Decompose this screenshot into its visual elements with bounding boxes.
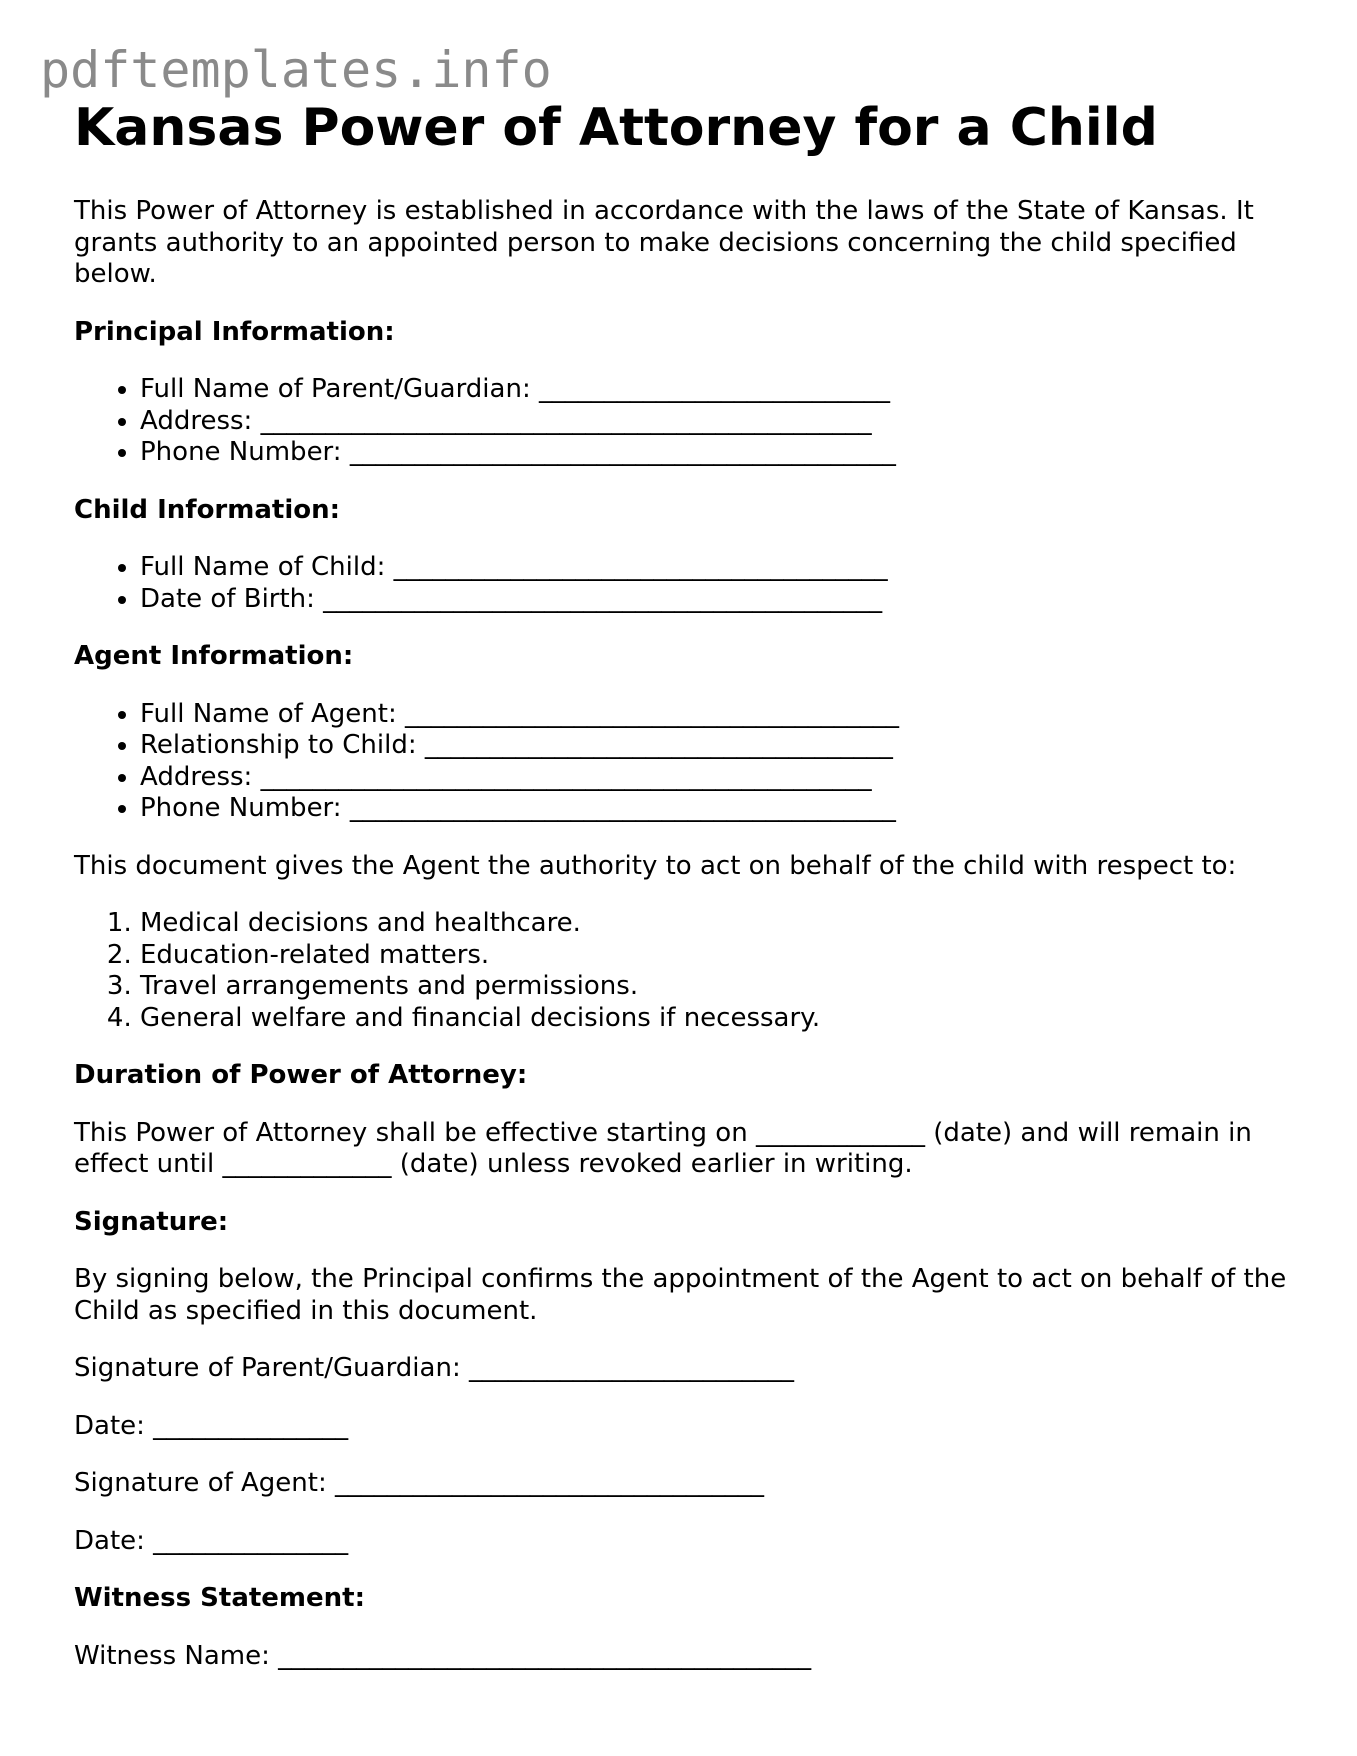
agent-address-field: • Address: _______________________________________________ [140,762,1294,794]
authority-item: 1. Medical decisions and healthcare. [140,908,1294,940]
agent-date-line: Date: _______________ [74,1525,349,1556]
authority-item: 2. Education-related matters. [140,940,1294,972]
child-dob-field: • Date of Birth: ___________________________________________ [140,584,1294,616]
authority-paragraph: This document gives the Agent the authority to act on behalf of the child with respect to: [74,850,1237,881]
agent-name-field: • Full Name of Agent: ______________________________________ [140,699,1294,731]
principal-address-field: • Address: _______________________________________________ [140,406,1294,438]
child-fields [74,552,1294,615]
agent-relationship-field: • Relationship to Child: ____________________________________ [140,730,1294,762]
parent-date-line: Date: _______________ [74,1410,349,1441]
watermark: pdftemplates.info [40,41,552,99]
witness-name-line: Witness Name: _________________________________________ [74,1640,812,1671]
page-title: Kansas Power of Attorney for a Child [74,98,1158,158]
authority-list [74,908,1294,1034]
parent-signature-line: Signature of Parent/Guardian: _________________________ [74,1353,794,1383]
principal-phone-field: • Phone Number: __________________________________________ [140,437,1294,469]
document-page [74,92,1294,1672]
principal-heading: Principal Information: [74,316,395,347]
agent-signature-line: Signature of Agent: _________________________________ [74,1468,765,1498]
signature-heading: Signature: [74,1206,229,1237]
authority-item: 3. Travel arrangements and permissions. [140,971,1294,1003]
duration-heading: Duration of Power of Attorney: [74,1060,528,1090]
principal-fields [74,374,1294,469]
principal-name-field: • Full Name of Parent/Guardian: ___________________________ [140,374,1294,406]
signature-paragraph: By signing below, the Principal confirms the appointment of the Agent to act on behalf of the Child as specified in this document. [74,1264,1287,1326]
witness-heading: Witness Statement: [74,1583,365,1613]
agent-heading: Agent Information: [74,641,354,671]
child-heading: Child Information: [74,494,341,525]
agent-phone-field: • Phone Number: __________________________________________ [140,793,1294,825]
agent-fields [74,699,1294,825]
duration-paragraph: This Power of Attorney shall be effective starting on _____________ (date) and will remain in effect until _____________ (date) unless revoked earlier in writing. [74,1117,1252,1179]
intro-paragraph: This Power of Attorney is established in accordance with the laws of the State of Kansas. It grants authority to an appointed person to make decisions concerning the child specified below. [74,196,1254,289]
child-name-field: • Full Name of Child: ______________________________________ [140,552,1294,584]
authority-item: 4. General welfare and financial decisions if necessary. [140,1003,1294,1035]
